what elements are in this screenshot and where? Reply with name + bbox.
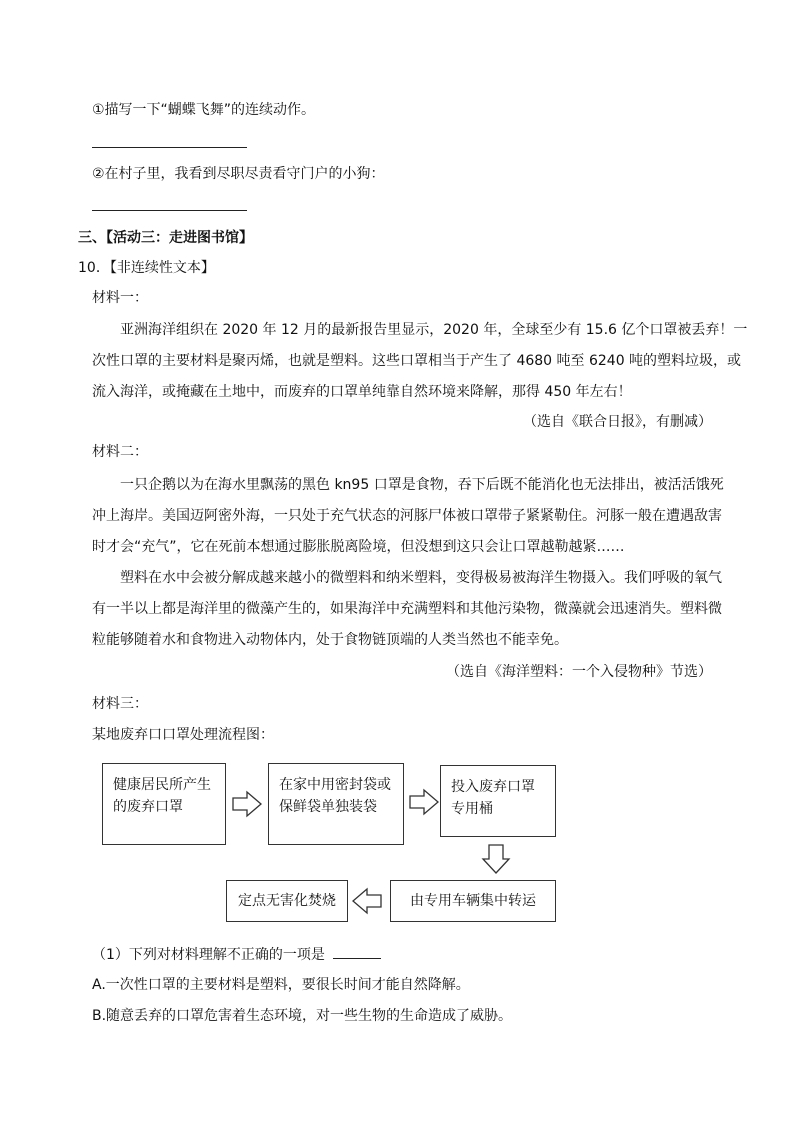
material-2-p1-line-2: 冲上海岸。美国迈阿密外海，一只处于充气状态的河豚尸体被口罩带子紧紧勒住。河豚一般在遭遇敌害 [92, 508, 722, 524]
flow-arrow-right-2-icon [408, 788, 440, 816]
flow-step-5-label: 定点无害化焚烧 [238, 893, 336, 909]
flow-step-4-label: 由专用车辆集中转运 [410, 893, 536, 909]
flow-step-1-label: 健康居民所产生的废弃口罩 [113, 777, 211, 815]
material-2-source: （选自《海洋塑料：一个入侵物种》节选） [446, 664, 712, 680]
flow-step-2-label: 在家中用密封袋或保鲜袋单独装袋 [279, 777, 391, 815]
material-2-p2-line-3: 粒能够随着水和食物进入动物体内，处于食物链顶端的人类当然也不能幸免。 [92, 632, 568, 648]
material-3-label: 材料三： [92, 696, 148, 712]
flow-step-2-box [268, 763, 404, 845]
question-10-heading: 10．【非连续性文本】 [78, 260, 215, 276]
flow-step-5-box [226, 880, 348, 922]
flow-step-1-box [102, 763, 226, 845]
sub-question-1 [92, 944, 381, 965]
option-a: A.一次性口罩的主要材料是塑料，要很长时间才能自然降解。 [92, 977, 470, 993]
section-3-title: 三、【活动三：走进图书馆】 [78, 230, 253, 246]
sub-question-1-text: （1）下列对材料理解不正确的一项是 [92, 947, 325, 963]
material-1-text-line-2: 次性口罩的主要材料是聚丙烯，也就是塑料。这些口罩相当于产生了 4680 吨至 6240 吨的塑料垃圾，或 [92, 353, 742, 369]
material-3-intro: 某地废弃口口罩处理流程图： [92, 727, 274, 743]
flow-step-3-label: 投入废弃口罩专用桶 [451, 779, 535, 817]
material-1-source: （选自《联合日报》，有删减） [523, 414, 712, 430]
question-item-2: ②在村子里，我看到尽职尽责看守门户的小狗： [92, 166, 385, 182]
material-1-label: 材料一： [92, 290, 148, 306]
material-2-label: 材料二： [92, 444, 148, 460]
material-2-p2-line-1: 塑料在水中会被分解成越来越小的微塑料和纳米塑料，变得极易被海洋生物摄入。我们呼吸的氧气 [120, 570, 722, 586]
material-2-p1-line-3: 时才会“充气”，它在死前本想通过膨胀脱离险境，但没想到这只会让口罩越勒越紧…… [92, 539, 625, 555]
flow-arrow-down-icon [481, 843, 511, 875]
flow-step-3-box [440, 765, 556, 837]
answer-blank-1[interactable] [92, 147, 247, 148]
question-item-1: ①描写一下“蝴蝶飞舞”的连续动作。 [92, 102, 316, 118]
material-2-p2-line-2: 有一半以上都是海洋里的微藻产生的，如果海洋中充满塑料和其他污染物，微藻就会迅速消失。塑料微 [92, 601, 722, 617]
flow-arrow-left-icon [351, 887, 383, 915]
material-1-text-line-3: 流入海洋，或掩藏在土地中，而废弃的口罩单纯靠自然环境来降解，那得 450 年左右！ [92, 384, 632, 400]
sub-question-1-blank[interactable] [333, 944, 381, 959]
option-b: B.随意丢弃的口罩危害着生态环境，对一些生物的生命造成了威胁。 [92, 1008, 513, 1024]
flow-arrow-right-1-icon [231, 790, 263, 818]
material-2-p1-line-1: 一只企鹅以为在海水里飘荡的黑色 kn95 口罩是食物，吞下后既不能消化也无法排出，被活活饿死 [120, 477, 724, 493]
flow-step-4-box [390, 880, 556, 922]
answer-blank-2[interactable] [92, 210, 247, 211]
material-1-text-line-1: 亚洲海洋组织在 2020 年 12 月的最新报告里显示，2020 年，全球至少有 15.6 亿个口罩被丢弃！一 [120, 322, 748, 338]
